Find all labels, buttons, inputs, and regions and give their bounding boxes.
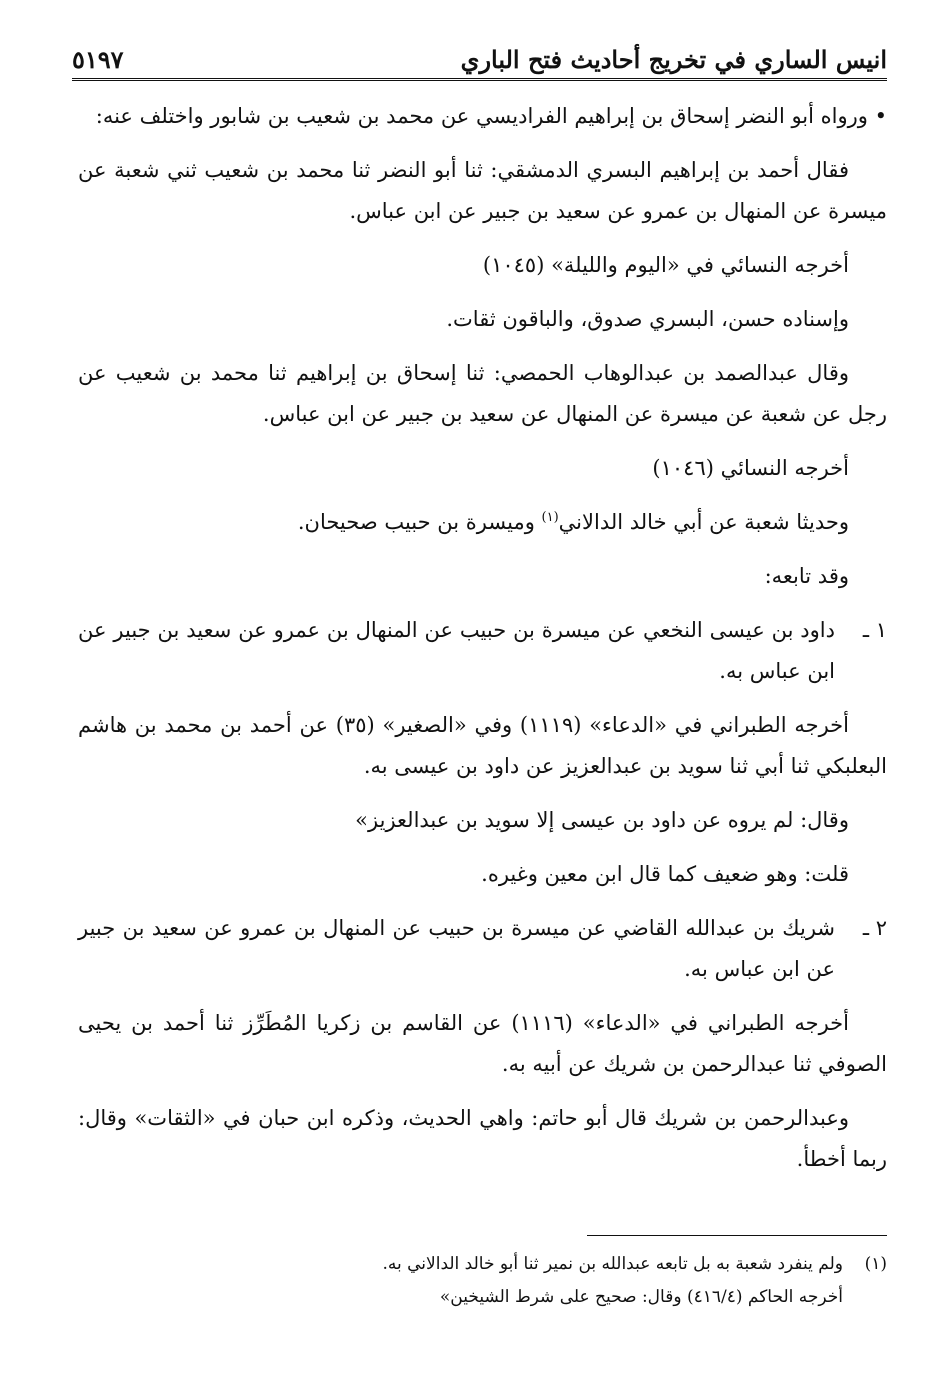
paragraph-9: أخرجه الطبراني في «الدعاء» (١١١٩) وفي «الصغير» (٣٥) عن أحمد بن محمد بن هاشم البعلبكي ثنا أبي ثنا سويد بن عبدالعزيز عن داود بن عيسى به. [78,713,887,778]
paragraph-8: وقد تابعه: [764,564,849,588]
footnote-1-line-1: ولم ينفرد شعبة به بل تابعه عبدالله بن نمير ثنا أبو خالد الدالاني به. [382,1254,843,1274]
paragraph-12: أخرجه الطبراني في «الدعاء» (١١١٦) عن القاسم بن زكريا المُطَرِّز ثنا أحمد بن يحيى الصوفي ثنا عبدالرحمن بن شريك عن أبيه به. [78,1011,887,1076]
page-number: ٥١٩٧ [72,45,124,74]
footnote-1-number: (١) [864,1254,887,1274]
list-item-2-text: شريك بن عبدالله القاضي عن ميسرة بن حبيب عن المنهال بن عمرو عن سعيد بن جبير عن ابن عباس به. [78,916,835,981]
paragraph-1: • ورواه أبو النضر إسحاق بن إبراهيم الفراديسي عن محمد بن شعيب بن شابور واختلف عنه: [95,104,887,128]
paragraph-3: أخرجه النسائي في «اليوم والليلة» (١٠٤٥) [482,253,849,277]
paragraph-11: قلت: وهو ضعيف كما قال ابن معين وغيره. [481,862,849,886]
list-item-1-text: داود بن عيسى النخعي عن ميسرة بن حبيب عن المنهال بن عمرو عن سعيد بن جبير عن ابن عباس به. [78,618,835,683]
paragraph-6: أخرجه النسائي (١٠٤٦) [652,456,849,480]
paragraph-13: وعبدالرحمن بن شريك قال أبو حاتم: واهي الحديث، وذكره ابن حبان في «الثقات» وقال: ربما أخطأ. [78,1106,887,1171]
footnote-1-line-2: أخرجه الحاكم (٤١٦/٤) وقال: صحيح على شرط الشيخين» [439,1287,843,1307]
paragraph-7-text-a: وحديثا شعبة عن أبي خالد الدالاني [558,510,849,534]
page-body [78,96,887,1193]
paragraph-2: فقال أحمد بن إبراهيم البسري الدمشقي: ثنا أبو النضر ثنا محمد بن شعيب ثني شعبة عن ميسرة عن المنهال بن عمرو عن سعيد بن جبير عن ابن عباس. [78,158,887,223]
paragraph-7 [78,502,887,543]
list-item-1-number: ١ ـ [862,618,887,642]
footnotes [78,1248,887,1314]
list-item-1 [78,610,887,692]
paragraph-10: وقال: لم يروه عن داود بن عيسى إلا سويد بن عبدالعزيز» [355,808,849,832]
running-title: انيس الساري في تخريج أحاديث فتح الباري [460,45,887,74]
list-item-2-number: ٢ ـ [862,916,887,940]
footnote-1 [78,1248,887,1281]
footnote-marker: (١) [541,510,559,525]
paragraph-4: وإسناده حسن، البسري صدوق، والباقون ثقات. [446,307,849,331]
paragraph-5: وقال عبدالصمد بن عبدالوهاب الحمصي: ثنا إسحاق بن إبراهيم ثنا محمد بن شعيب عن رجل عن شعبة عن ميسرة عن المنهال عن سعيد بن جبير عن ابن عباس. [78,361,887,426]
page-header [72,34,887,81]
paragraph-7-text-b: وميسرة بن حبيب صحيحان. [297,510,542,534]
list-item-2 [78,908,887,990]
footnote-divider [587,1235,887,1236]
